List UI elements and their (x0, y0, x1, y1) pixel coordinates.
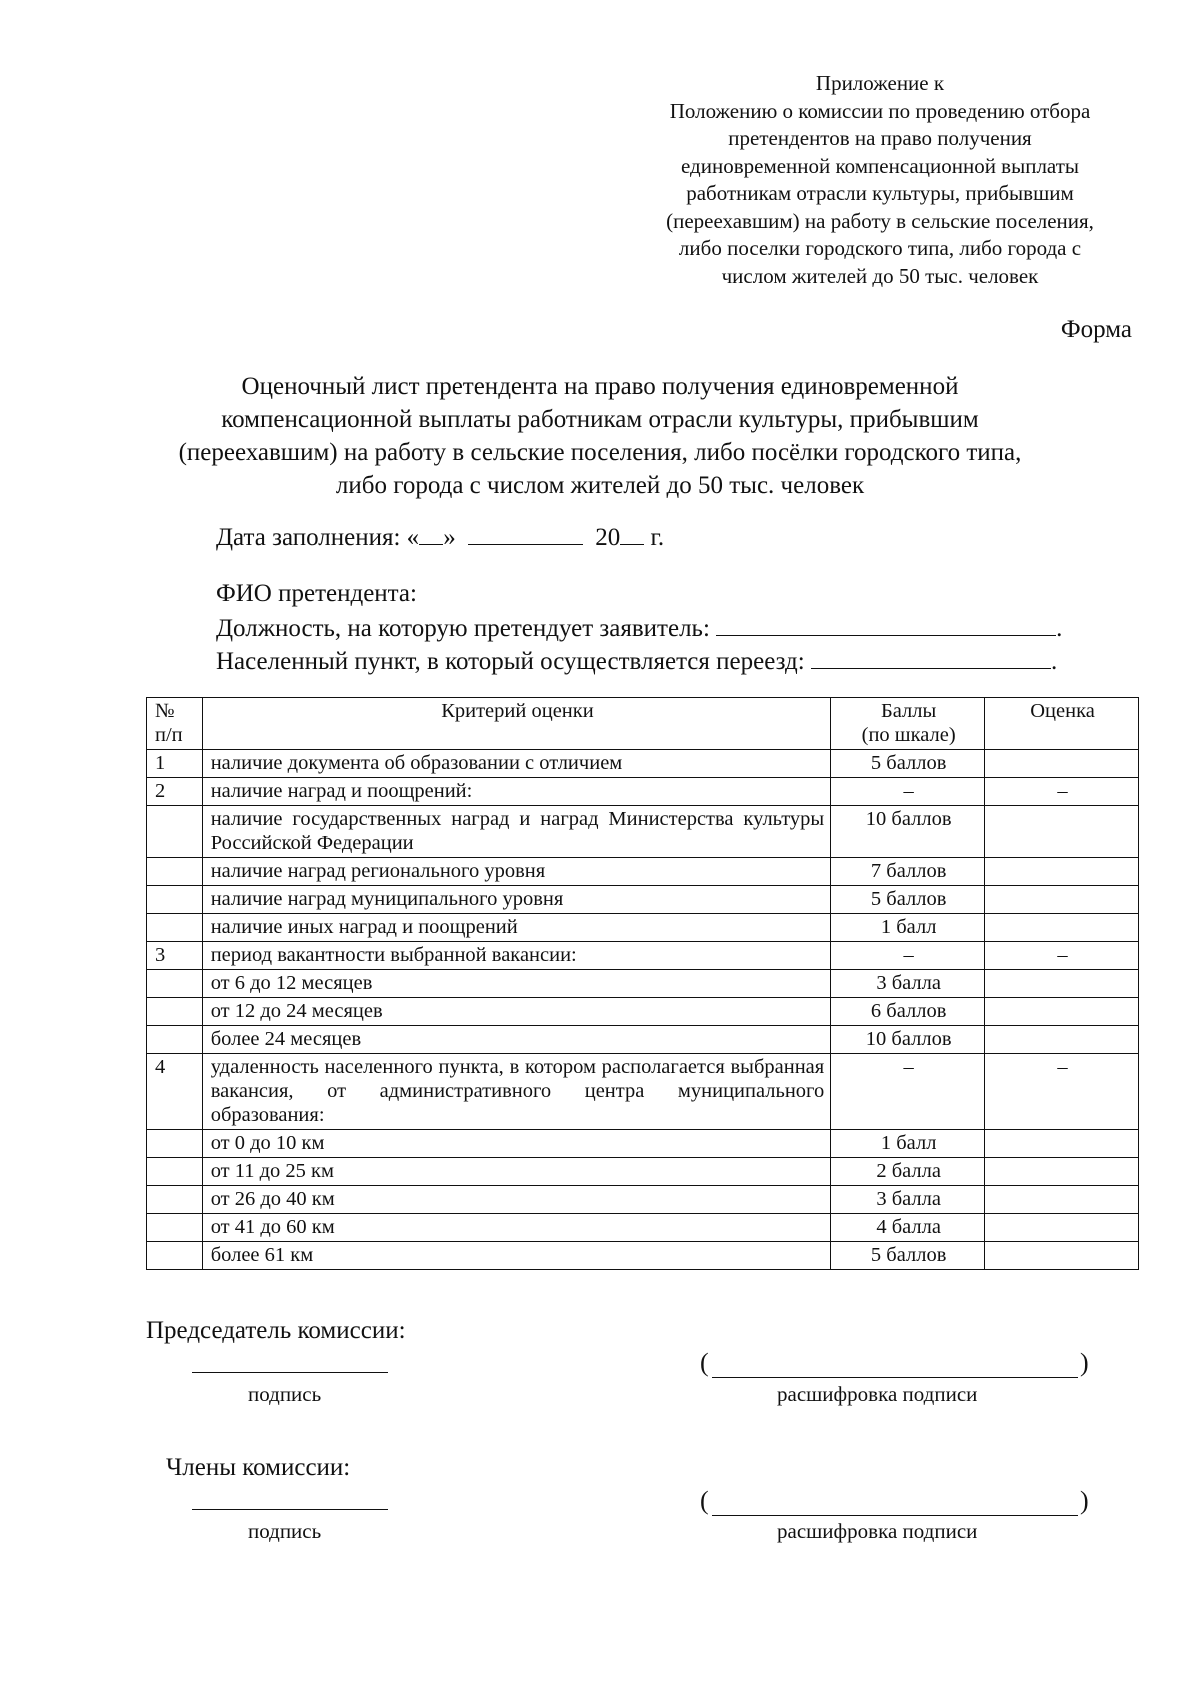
position-blank[interactable] (716, 613, 1056, 636)
row-num (147, 806, 203, 858)
title-line: либо города с числом жителей до 50 тыс. человек (335, 472, 865, 499)
year-prefix: 20 (595, 524, 621, 551)
row-evaluation-cell[interactable] (985, 1026, 1139, 1054)
members-signature-line[interactable] (192, 1509, 388, 1510)
row-num (147, 1158, 203, 1186)
row-criterion: наличие государственных наград и наград Министерства культуры Российской Федерации (202, 806, 831, 858)
row-score: 6 баллов (831, 998, 985, 1026)
year-suffix: г. (650, 524, 665, 551)
row-score: 7 баллов (831, 858, 985, 886)
header-criterion: Критерий оценки (202, 698, 831, 750)
members-paren-close: ) (1080, 1486, 1089, 1515)
chairman-paren-close: ) (1080, 1348, 1089, 1377)
year-blank[interactable] (620, 522, 644, 545)
chairman-signature-line[interactable] (192, 1372, 388, 1373)
date-field (216, 522, 664, 552)
appendix-note (620, 70, 1140, 290)
row-evaluation-cell[interactable] (985, 1186, 1139, 1214)
row-score: 10 баллов (831, 1026, 985, 1054)
table-row (147, 750, 1139, 778)
header-score (831, 698, 985, 750)
settlement-blank[interactable] (811, 646, 1051, 669)
document-title (120, 370, 1080, 502)
members-decode-line[interactable] (712, 1515, 1078, 1516)
row-evaluation-cell[interactable] (985, 1130, 1139, 1158)
row-score: 2 балла (831, 1158, 985, 1186)
appendix-line: работникам отрасли культуры, прибывшим (686, 181, 1074, 205)
table-row (147, 778, 1139, 806)
appendix-line: (переехавшим) на работу в сельские поселения, (666, 208, 1094, 233)
row-score: 5 баллов (831, 886, 985, 914)
row-num (147, 914, 203, 942)
row-num (147, 1186, 203, 1214)
table-row (147, 1214, 1139, 1242)
row-num (147, 1214, 203, 1242)
row-num (147, 1026, 203, 1054)
table-row (147, 1158, 1139, 1186)
row-num (147, 886, 203, 914)
row-score: – (831, 942, 985, 970)
header-num-line1: № (155, 700, 175, 722)
row-num: 3 (147, 942, 203, 970)
position-end: . (1056, 615, 1063, 642)
row-evaluation-cell[interactable] (985, 858, 1139, 886)
appendix-line: либо поселки городского типа, либо города с (678, 236, 1082, 260)
settlement-field (216, 646, 1057, 676)
chairman-decode-line[interactable] (712, 1377, 1078, 1378)
row-num (147, 1242, 203, 1270)
row-criterion: более 61 км (202, 1242, 831, 1270)
header-num (147, 698, 203, 750)
row-evaluation-cell[interactable] (985, 886, 1139, 914)
table-row (147, 858, 1139, 886)
row-criterion: от 12 до 24 месяцев (202, 998, 831, 1026)
header-score-line1: Баллы (881, 700, 937, 722)
row-score: 3 балла (831, 970, 985, 998)
table-row (147, 942, 1139, 970)
table-row (147, 1054, 1139, 1130)
settlement-label: Населенный пункт, в который осуществляется переезд: (216, 648, 805, 675)
row-criterion: от 0 до 10 км (202, 1130, 831, 1158)
row-score: 3 балла (831, 1186, 985, 1214)
row-num (147, 1130, 203, 1158)
title-line: (переехавшим) на работу в сельские поселения, либо посёлки городского типа, (178, 439, 1022, 466)
settlement-end: . (1050, 648, 1058, 675)
table-row (147, 1242, 1139, 1270)
row-evaluation-cell[interactable] (985, 914, 1139, 942)
table-row (147, 914, 1139, 942)
chairman-signature-caption: подпись (248, 1382, 322, 1406)
header-score-line2: (по шкале) (861, 724, 956, 746)
date-quote-close: » (443, 524, 456, 551)
title-line: компенсационной выплаты работникам отрасли культуры, прибывшим (221, 406, 979, 433)
row-evaluation-cell[interactable] (985, 750, 1139, 778)
members-heading: Члены комиссии: (166, 1454, 351, 1481)
header-num-line2: п/п (155, 724, 183, 746)
appendix-line: числом жителей до 50 тыс. человек (721, 263, 1039, 288)
row-num (147, 998, 203, 1026)
row-score: 4 балла (831, 1214, 985, 1242)
table-row (147, 1186, 1139, 1214)
table-row (147, 1130, 1139, 1158)
row-evaluation-cell: – (985, 1054, 1139, 1130)
table-row (147, 998, 1139, 1026)
fio-label: ФИО претендента: (216, 580, 417, 607)
fio-field (216, 580, 417, 608)
row-evaluation-cell: – (985, 778, 1139, 806)
row-criterion: наличие наград регионального уровня (202, 858, 831, 886)
table-header-row (147, 698, 1139, 750)
row-score: 5 баллов (831, 1242, 985, 1270)
position-label: Должность, на которую претендует заявитель: (216, 615, 710, 642)
form-label: Форма (1060, 316, 1132, 343)
row-evaluation-cell[interactable] (985, 1214, 1139, 1242)
row-criterion: более 24 месяцев (202, 1026, 831, 1054)
row-criterion: период вакантности выбранной вакансии: (202, 942, 831, 970)
members-signature-caption: подпись (248, 1519, 322, 1543)
position-field (216, 613, 1062, 643)
row-evaluation-cell[interactable] (985, 970, 1139, 998)
date-label: Дата заполнения: « (216, 524, 420, 551)
row-evaluation-cell: – (985, 942, 1139, 970)
title-line: Оценочный лист претендента на право получения единовременной (241, 373, 959, 400)
row-num: 4 (147, 1054, 203, 1130)
row-score: 1 балл (831, 1130, 985, 1158)
row-criterion: наличие наград и поощрений: (202, 778, 831, 806)
members-decode-caption: расшифровка подписи (777, 1519, 978, 1543)
row-criterion: наличие иных наград и поощрений (202, 914, 831, 942)
table-row (147, 970, 1139, 998)
appendix-line: Положению о комиссии по проведению отбора (669, 98, 1091, 123)
appendix-line: претендентов на право получения (728, 126, 1032, 150)
row-evaluation-cell[interactable] (985, 1158, 1139, 1186)
members-paren-open: ( (700, 1486, 709, 1515)
row-score: – (831, 778, 985, 806)
row-num: 1 (147, 750, 203, 778)
row-evaluation-cell[interactable] (985, 1242, 1139, 1270)
table-row (147, 806, 1139, 858)
header-evaluation: Оценка (985, 698, 1139, 750)
row-criterion: наличие документа об образовании с отличием (202, 750, 831, 778)
row-num (147, 970, 203, 998)
table-row (147, 1026, 1139, 1054)
day-blank[interactable] (419, 522, 443, 545)
appendix-line: единовременной компенсационной выплаты (681, 153, 1079, 178)
month-blank[interactable] (468, 522, 583, 545)
row-criterion: от 6 до 12 месяцев (202, 970, 831, 998)
row-evaluation-cell[interactable] (985, 998, 1139, 1026)
chairman-paren-open: ( (700, 1348, 709, 1377)
row-criterion: удаленность населенного пункта, в котором располагается выбранная вакансия, от административного центра муниципального образования: (202, 1054, 831, 1130)
row-score: 5 баллов (831, 750, 985, 778)
criteria-table (146, 697, 1139, 1270)
row-criterion: от 11 до 25 км (202, 1158, 831, 1186)
row-num: 2 (147, 778, 203, 806)
chairman-decode-caption: расшифровка подписи (777, 1382, 978, 1406)
table-row (147, 886, 1139, 914)
row-score: 1 балл (831, 914, 985, 942)
row-criterion: от 26 до 40 км (202, 1186, 831, 1214)
row-num (147, 858, 203, 886)
row-criterion: наличие наград муниципального уровня (202, 886, 831, 914)
row-score: – (831, 1054, 985, 1130)
row-score: 10 баллов (831, 806, 985, 858)
row-evaluation-cell[interactable] (985, 806, 1139, 858)
chairman-heading: Председатель комиссии: (146, 1317, 406, 1344)
row-criterion: от 41 до 60 км (202, 1214, 831, 1242)
appendix-line: Приложение к (815, 71, 945, 95)
